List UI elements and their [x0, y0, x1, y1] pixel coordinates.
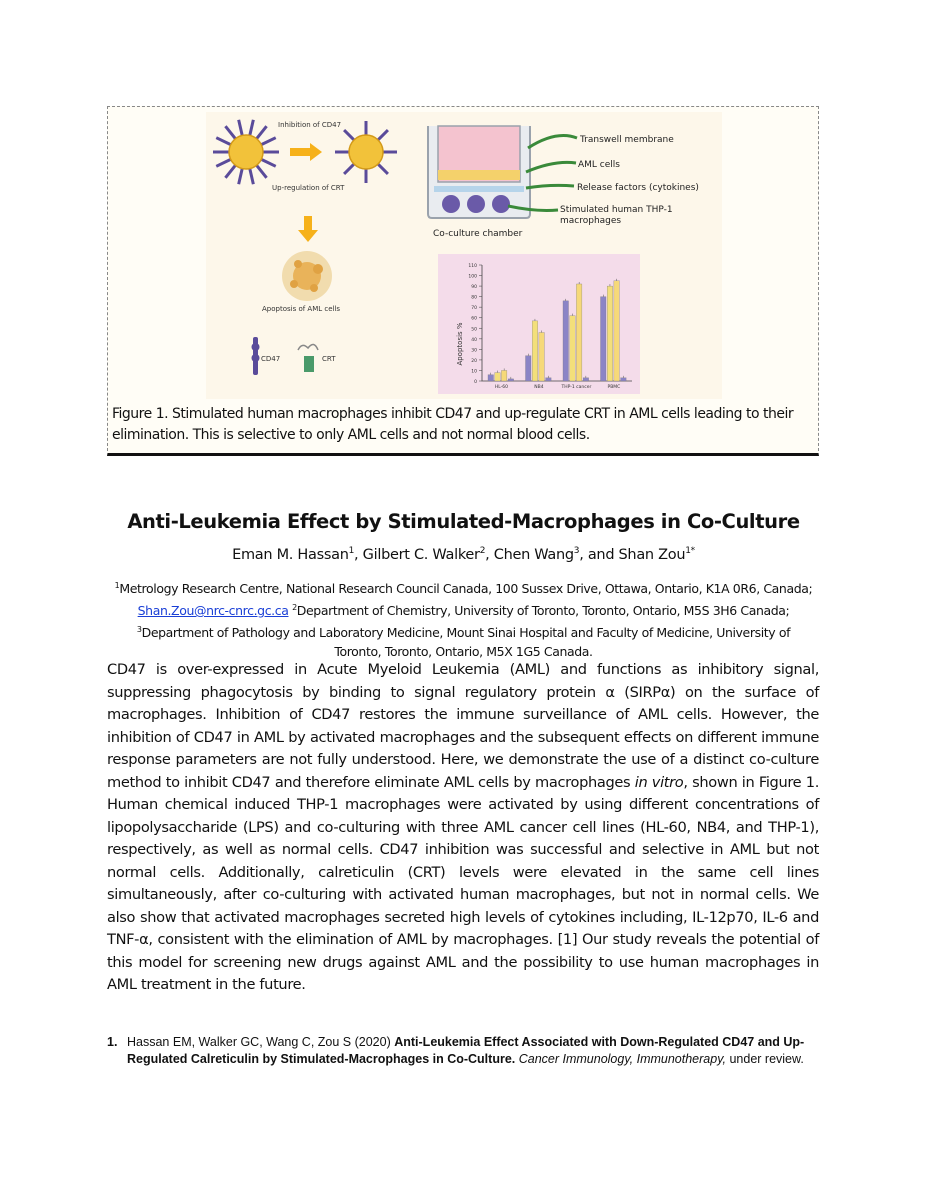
chamber-label: Co-culture chamber	[433, 229, 523, 239]
apoptotic-cell-icon	[282, 251, 332, 301]
chart-bar	[488, 375, 494, 381]
y-tick-label: 10	[471, 369, 477, 375]
crt-legend-icon	[298, 344, 318, 372]
author-sup: 1*	[685, 546, 695, 556]
chart-bar	[576, 284, 582, 381]
author-name: Gilbert C. Walker	[362, 546, 480, 563]
affil-3-sup: 3	[136, 625, 142, 635]
y-tick-label: 60	[471, 316, 477, 322]
y-tick-label: 90	[471, 285, 477, 291]
aml-cells-label: AML cells	[578, 160, 620, 170]
release-factors-label: Release factors (cytokines)	[577, 183, 699, 193]
author-sup: 3	[573, 546, 580, 556]
reference-journal: Cancer Immunology, Immunotherapy,	[518, 1051, 726, 1066]
author-name: Chen Wang	[493, 546, 574, 563]
x-tick-label: THP-1 cancer	[561, 385, 592, 390]
email-link[interactable]: Shan.Zou@nrc-cnrc.gc.ca	[137, 603, 289, 619]
author-list: Eman M. Hassan$^1$, Gilbert C. Walker$^2$, Chen Wang$^3$, and Shan Zou$^{1*}$	[232, 546, 695, 563]
y-tick-label: 30	[471, 348, 477, 354]
abstract-italic: in vitro	[634, 773, 684, 791]
cd47-receptor	[378, 130, 388, 140]
chart-bar	[614, 281, 620, 381]
cd47-receptor	[261, 159, 275, 166]
cd47-receptor	[257, 126, 267, 139]
aml-cell-with-cd47	[213, 120, 279, 184]
y-tick-label: 0	[474, 380, 477, 385]
cd47-receptor	[344, 164, 354, 174]
chart-bar	[563, 301, 569, 381]
cd47-receptor	[216, 159, 230, 166]
cd47-receptor	[225, 126, 235, 139]
chart-bar	[621, 378, 627, 381]
author-name: Shan Zou	[618, 546, 686, 563]
abstract-part-1: CD47 is over-expressed in Acute Myeloid Leukemia (AML) and functions as inhibitory signal, suppressing phagocytosis by binding to signal regulatory protein α (SIRPα) on the surface of macrophages. Inhibition of CD47 restores the immune surveillance of AML cells. However, the inhibition of CD47 in AML by activated macrophages and the subsequent effects on different immune response parameters are not fully understood. Here, we demonstrate the use of a distinct co-culture method to inhibit CD47 and therefore eliminate AML cells by macrophages	[107, 661, 819, 791]
affil-2: Department of Chemistry, University of Toronto, Toronto, Ontario, M5S 3H6 Canada;	[296, 603, 790, 619]
coculture-chamber-diagram	[428, 126, 530, 218]
cd47-receptor	[239, 120, 243, 136]
reference-status: under review.	[726, 1051, 804, 1066]
crt-legend-label: CRT	[322, 355, 336, 363]
x-tick-label: HL-60	[494, 385, 508, 390]
chart-bar	[601, 297, 607, 381]
reference-title: Anti-Leukemia Effect Associated with Down-Regulated CD47 and Up-Regulated Calreticulin by Stimulated-Macrophages in Co-Culture.	[127, 1035, 805, 1066]
y-tick-label: 70	[471, 306, 477, 312]
chart-bar	[532, 321, 538, 381]
author-sup: 2	[479, 546, 486, 556]
reference-1	[107, 1034, 819, 1067]
chart-bar	[583, 378, 589, 381]
figure-box	[107, 106, 819, 456]
abstract	[107, 659, 819, 997]
macrophages-label-line1: Stimulated human THP-1	[560, 205, 673, 215]
chart-bar	[508, 379, 513, 381]
apoptosis-label: Apoptosis of AML cells	[262, 305, 341, 313]
chart-bar	[546, 378, 552, 381]
affiliations	[112, 576, 815, 661]
cd47-receptor	[378, 164, 388, 174]
paper-title: Anti-Leukemia Effect by Stimulated-Macrophages in Co-Culture	[127, 510, 800, 533]
reference-number: 1.	[107, 1035, 118, 1049]
chart-bar	[501, 370, 507, 381]
cd47-receptor	[250, 169, 254, 185]
cd47-legend-label: CD47	[261, 355, 281, 363]
cd47-receptor	[344, 130, 354, 140]
reference-authors: Hassan EM, Walker GC, Wang C, Zou S (2020)	[127, 1035, 395, 1049]
y-tick-label: 40	[471, 337, 477, 343]
affil-3: Department of Pathology and Laboratory Medicine, Mount Sinai Hospital and Faculty of Medicine, University of Toronto, Toronto, Ontario, M5X 1G5 Canada.	[141, 625, 791, 660]
y-tick-label: 20	[471, 358, 477, 364]
chart-bar	[495, 373, 501, 381]
cd47-receptor	[239, 169, 243, 185]
aml-cell-with-crt	[335, 121, 397, 183]
chart-bar	[570, 316, 576, 381]
cd47-receptor	[250, 120, 254, 136]
x-tick-label: PBMC	[607, 385, 621, 390]
chart-bar	[607, 286, 613, 381]
transwell-label: Transwell membrane	[580, 135, 674, 145]
macrophages-label-line2: macrophages	[560, 216, 622, 226]
cd47-receptor	[216, 138, 230, 145]
inhibition-label: Inhibition of CD47	[278, 121, 342, 129]
chart-ylabel: Apoptosis %	[456, 322, 464, 366]
x-tick-label: NB4	[534, 385, 544, 390]
apoptosis-bar-chart	[438, 254, 640, 394]
cd47-receptor	[225, 165, 235, 178]
right-arrow-icon	[290, 143, 322, 161]
cd47-receptor	[261, 138, 275, 145]
figure-caption: Figure 1. Stimulated human macrophages inhibit CD47 and up-regulate CRT in AML cells leading to their elimination. This is selective to only AML cells and not normal blood cells.	[112, 406, 794, 443]
y-tick-label: 80	[471, 295, 477, 301]
affil-1-sup: 1	[114, 581, 120, 590]
chart-bar	[539, 332, 545, 381]
upregulation-label: Up-regulation of CRT	[272, 184, 345, 192]
y-tick-label: 100	[468, 274, 477, 280]
down-arrow-icon	[298, 216, 318, 242]
affil-1: Metrology Research Centre, National Research Council Canada, 100 Sussex Drive, Ottawa, Ontario, K1A 0R6, Canada;	[119, 581, 813, 597]
author-name: Eman M. Hassan	[232, 546, 349, 563]
figure-illustration	[206, 112, 722, 399]
y-tick-label: 110	[468, 264, 477, 269]
abstract-part-2: , shown in Figure 1. Human chemical induced THP-1 macrophages were activated by using different concentrations of lipopolysaccharide (LPS) and co-culturing with three AML cancer cell lines (HL-60, NB4, and THP-1), respectively, as well as normal cells. CD47 inhibition was successful and selective in AML but not normal cells. Additionally, calreticulin (CRT) levels were elevated in the same cell lines simultaneously, after co-culturing with activated human macrophages, but not in normal cells. We also show that activated macrophages secreted high levels of cytokines including, IL-12p70, IL-6 and TNF-α, consistent with the elimination of AML by macrophages. [1] Our study reveals the potential of this model for screening new drugs against AML and the possibility to use human macrophages in AML treatment in the future.	[107, 773, 819, 993]
author-sup: 1	[348, 546, 355, 556]
affil-2-sup: 2	[292, 603, 297, 613]
cd47-legend-icon	[252, 337, 260, 375]
cd47-receptor	[257, 165, 267, 178]
chart-bar	[526, 356, 532, 381]
y-tick-label: 50	[471, 327, 477, 333]
